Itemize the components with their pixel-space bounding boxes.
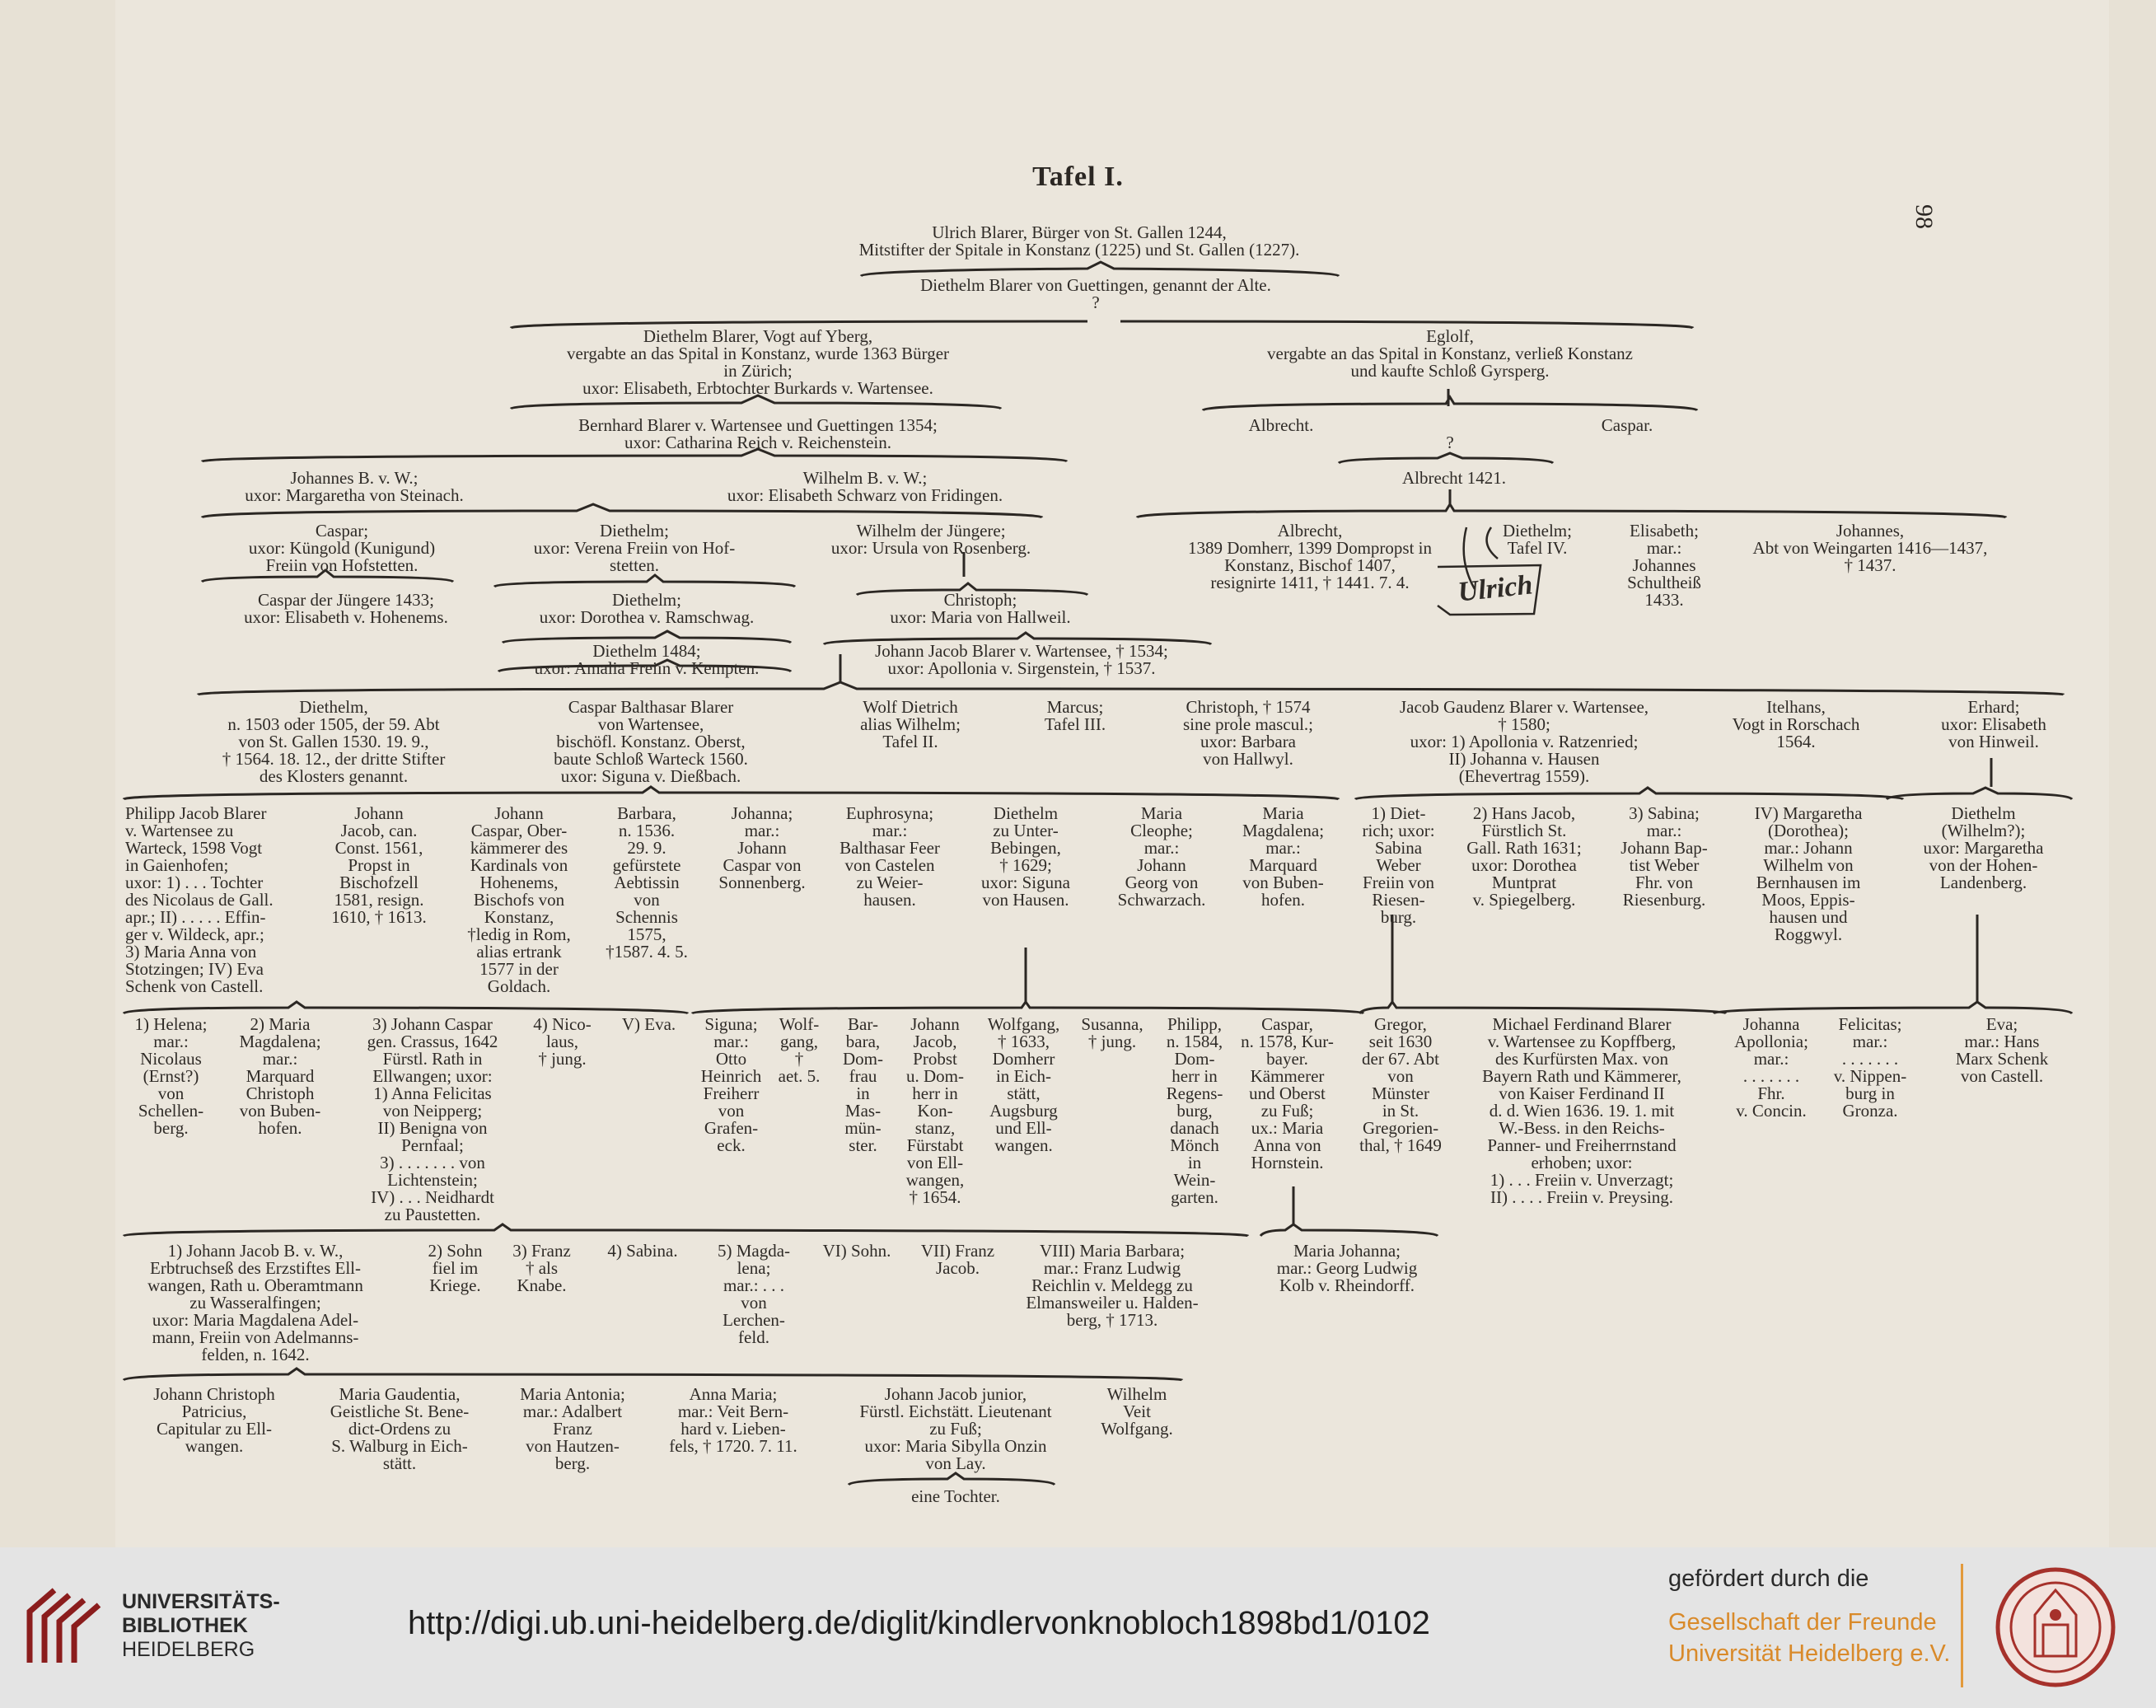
person-margaretha-dorothea: IV) Margaretha (Dorothea); mar.: Johann Wilhelm von Bernhausen im Moos, Eppis- hausen und Roggwyl. (1754, 803, 1863, 944)
person-diethelm-verena: Diethelm; uxor: Verena Freiin von Hof- stetten. (533, 521, 736, 575)
person-ulrich: Ulrich Blarer, Bürger von St. Gallen 1244, Mitstifter der Spitale in Konstanz (1225) und St. Gallen (1227). (858, 222, 1300, 260)
person-sohn-kriege: 2) Sohn fiel im Kriege. (428, 1241, 483, 1295)
person-sohn-6: VI) Sohn. (822, 1241, 891, 1261)
person-philipp-jacob: Philipp Jacob Blarer v. Wartensee zu Warteck, 1598 Vogt in Gaienhofen; uxor: 1) . . . Tochter des Nicolaus de Gall. apr.; II) . . . . . Effin- ger v. Wildeck, apr.; 3) Maria Anna von Stotzingen; IV) Eva Schenk von Castell. (125, 803, 274, 996)
person-barbara-aebtissin: Barbara, n. 1536. 29. 9. gefürstete Aebtissin von Schennis 1575, †1587. 4. 5. (606, 803, 688, 962)
person-eva: V) Eva. (621, 1014, 676, 1034)
person-wilhelm-juengere: Wilhelm der Jüngere; uxor: Ursula von Rosenberg. (830, 521, 1031, 558)
page-number: 98 (1910, 204, 1938, 229)
person-nicolaus: 4) Nico- laus, † jung. (533, 1014, 592, 1069)
person-johannes-bw: Johannes B. v. W.; uxor: Margaretha von Steinach. (245, 468, 464, 505)
person-johann-jacob: Johann Jacob Blarer v. Wartensee, † 1534; uxor: Apollonia v. Sirgenstein, † 1537. (875, 641, 1168, 678)
person-siguna: Siguna; mar.: Otto Heinrich Freiherr von Grafen- eck. (700, 1014, 762, 1155)
person-diethelm-1484: Diethelm 1484; uxor: Amalia Freiin v. Kempten. (534, 641, 760, 678)
person-itelhans: Itelhans, Vogt in Rorschach 1564. (1732, 697, 1860, 751)
person-johann-jacob-probst: Johann Jacob, Probst u. Dom- herr in Kon- stanz, Fürstabt von Ell- wangen, † 1654. (905, 1014, 965, 1207)
person-christoph: Christoph; uxor: Maria von Hallweil. (890, 590, 1071, 627)
person-caspar-juengere: Caspar der Jüngere 1433; uxor: Elisabeth v. Hohenems. (244, 590, 448, 627)
sponsor-name (1668, 1607, 1950, 1669)
library-name-line2: BIBLIOTHEK (122, 1614, 248, 1637)
person-maria-cleophe: Maria Cleophe; mar.: Johann Georg von Schwarzach. (1117, 803, 1206, 910)
person-diethelm-bebingen: Diethelm zu Unter- Bebingen, † 1629; uxor: Siguna von Hausen. (981, 803, 1070, 910)
handwritten-signature: Ulrich (1456, 569, 1534, 608)
person-eglolf: Eglolf, vergabte an das Spital in Konstanz, verließ Konstanz und kaufte Schloß Gyrsperg. (1267, 326, 1633, 381)
person-wolfgang-jung: Wolf- gang, † aet. 5. (778, 1014, 821, 1086)
person-marcus: Marcus; Tafel III. (1044, 697, 1106, 734)
person-diethelm-yberg: Diethelm Blarer, Vogt auf Yberg, vergabte an das Spital in Konstanz, wurde 1363 Bürger in Zürich; uxor: Elisabeth, Erbtochter Burkards v. Wartensee. (566, 326, 950, 398)
person-johann-jacob-junior: Johann Jacob junior, Fürstl. Eichstätt. Lieutenant zu Fuß; uxor: Maria Sibylla Onzin von Lay. (859, 1384, 1052, 1473)
person-johann-caspar-ober: Johann Caspar, Ober- kämmerer des Kardinals von Hohenems, Bischofs von Konstanz, †ledig in Rom, alias ertrank 1577 in der Goldach. (467, 803, 571, 996)
person-euphrosyna: Euphrosyna; mar.: Balthasar Feer von Castelen zu Weier- hausen. (839, 803, 940, 910)
person-gregor: Gregor, seit 1630 der 67. Abt von Münster in St. Gregorien- thal, † 1649 (1359, 1014, 1442, 1155)
sponsor-label: gefördert durch die (1668, 1565, 1869, 1592)
person-maria-gaudentia: Maria Gaudentia, Geistliche St. Bene- dict-Ordens zu S. Walburg in Eich- stätt. (330, 1384, 470, 1473)
footer-bar (0, 1547, 2156, 1708)
footer-divider (1961, 1564, 1963, 1687)
person-albrecht-bischof: Albrecht, 1389 Domherr, 1399 Dompropst in Konstanz, Bischof 1407, resignirte 1411, † 1441. 7. 4. (1187, 521, 1433, 592)
sponsor-name-line2: Universität Heidelberg e.V. (1668, 1640, 1951, 1667)
person-johann-jacob-can: Johann Jacob, can. Const. 1561, Propst in Bischofzell 1581, resign. 1610, † 1613. (331, 803, 427, 927)
sponsor-name-line1: Gesellschaft der Freunde (1668, 1609, 1937, 1635)
person-caspar-kurbayer: Caspar, n. 1578, Kur- bayer. Kämmerer und Oberst zu Fuß; ux.: Maria Anna von Hornstein. (1241, 1014, 1334, 1172)
person-dietrich: 1) Diet- rich; uxor: Sabina Weber Freiin von Riesen- burg. (1362, 803, 1435, 927)
person-diethelm-tafel4: Diethelm; Tafel IV. (1503, 521, 1572, 558)
person-bernhard: Bernhard Blarer v. Wartensee und Guettingen 1354; uxor: Catharina Reich v. Reichenstein. (578, 415, 938, 452)
person-helena: 1) Helena; mar.: Nicolaus (Ernst?) von Schellen- berg. (134, 1014, 208, 1138)
person-caspar: Caspar. (1601, 415, 1653, 435)
person-wilhelm-bw: Wilhelm B. v. W.; uxor: Elisabeth Schwarz von Fridingen. (727, 468, 1003, 505)
unknown-marker: ? (1446, 433, 1454, 452)
person-diethelm-alte: Diethelm Blarer von Guettingen, genannt der Alte. ? (920, 275, 1271, 312)
person-maria-antonia: Maria Antonia; mar.: Adalbert Franz von Hautzen- berg. (520, 1384, 625, 1473)
person-sabina-4: 4) Sabina. (607, 1241, 678, 1261)
person-diethelm-wilhelm: Diethelm (Wilhelm?); uxor: Margaretha von der Hohen- Landenberg. (1923, 803, 2044, 892)
permalink-url[interactable]: http://digi.ub.uni-heidelberg.de/diglit/kindlervonknobloch1898bd1/0102 (408, 1605, 1430, 1641)
library-name-line3: HEIDELBERG (122, 1638, 255, 1661)
person-franz-jacob: VII) Franz Jacob. (920, 1241, 995, 1278)
person-caspar-balthasar: Caspar Balthasar Blarer von Wartensee, bischöfl. Konstanz. Oberst, baute Schloß Warteck 1560. uxor: Siguna v. Dießbach. (554, 697, 748, 786)
person-tochter: eine Tochter. (911, 1486, 1000, 1506)
person-felicitas: Felicitas; mar.: . . . . . . . v. Nippen- burg in Gronza. (1833, 1014, 1907, 1121)
person-maria-barbara: VIII) Maria Barbara; mar.: Franz Ludwig Reichlin v. Meldegg zu Elmansweiler u. Halden- berg, † 1713. (1026, 1241, 1199, 1330)
person-diethelm-ramschwag: Diethelm; uxor: Dorothea v. Ramschwag. (539, 590, 755, 627)
person-johann-jacob-erbtruchsess: 1) Johann Jacob B. v. W., Erbtruchseß des Erzstiftes Ell- wangen, Rath u. Oberamtmann zu Wasseralfingen; uxor: Maria Magdalena Adel- mann, Freiin von Adelmanns- felden, n. 1642. (147, 1241, 363, 1364)
person-michael-ferdinand: Michael Ferdinand Blarer v. Wartensee zu Kopffberg, des Kurfürsten Max. von Bayern Rath und Kämmerer, von Kaiser Ferdinand II d. d. Wien 1636. 19. 1. mit W.-Bess. in den Reichs- Panner- und Freiherrnstand erhoben; uxor: 1) . . . Freiin v. Unverzagt; II) . . . . Freiin v. Preysing. (1482, 1014, 1681, 1207)
person-philipp-domherr: Philipp, n. 1584, Dom- herr in Regens- burg, danach Mönch in Wein- garten. (1166, 1014, 1223, 1207)
person-johann-christoph: Johann Christoph Patricius, Capitular zu Ell- wangen. (153, 1384, 275, 1456)
university-library-logo-icon (21, 1580, 112, 1671)
person-wolf-dietrich: Wolf Dietrich alias Wilhelm; Tafel II. (860, 697, 961, 751)
person-diethelm-abt: Diethelm, n. 1503 oder 1505, der 59. Abt von St. Gallen 1530. 19. 9., † 1564. 18. 12., der dritte Stifter des Klosters genannt. (222, 697, 446, 786)
person-barbara-domfrau: Bar- bara, Dom- frau in Mas- mün- ster. (843, 1014, 883, 1155)
person-susanna: Susanna, † jung. (1081, 1014, 1143, 1051)
page-title: Tafel I. (1032, 161, 1124, 192)
person-albrecht: Albrecht. (1248, 415, 1314, 435)
library-name-line1: UNIVERSITÄTS- (122, 1590, 280, 1613)
person-wilhelm-veit: Wilhelm Veit Wolfgang. (1101, 1384, 1173, 1439)
person-anna-maria: Anna Maria; mar.: Veit Bern- hard v. Lieben- fels, † 1720. 7. 11. (669, 1384, 797, 1456)
person-maria-magdalena: Maria Magdalena; mar.: Marquard von Buben- hofen. (1242, 803, 1325, 910)
person-eva-schenk: Eva; mar.: Hans Marx Schenk von Castell. (1955, 1014, 2049, 1086)
university-seal-icon (1994, 1565, 2117, 1689)
person-maria-magdalena-2: 2) Maria Magdalena; mar.: Marquard Christoph von Buben- hofen. (239, 1014, 321, 1138)
person-franz-knabe: 3) Franz † als Knabe. (512, 1241, 571, 1295)
person-albrecht-1421: Albrecht 1421. (1402, 468, 1506, 488)
person-johann-caspar-crassus: 3) Johann Caspar gen. Crassus, 1642 Fürstl. Rath in Ellwangen; uxor: 1) Anna Felicitas von Neipperg; II) Benigna von Pernfaal; 3) . . . . . . . von Lichtenstein; IV) . . . Neidhardt zu Paustetten. (367, 1014, 498, 1224)
person-hans-jacob: 2) Hans Jacob, Fürstlich St. Gall. Rath 1631; uxor: Dorothea Muntprat v. Spiegelberg. (1466, 803, 1582, 910)
person-johanna-apollonia: Johanna Apollonia; mar.: . . . . . . . Fhr. v. Concin. (1734, 1014, 1808, 1121)
person-caspar-hofstetten: Caspar; uxor: Küngold (Kunigund) Freiin von Hofstetten. (248, 521, 436, 575)
person-sabina: 3) Sabina; mar.: Johann Bap- tist Weber Fhr. von Riesenburg. (1621, 803, 1708, 910)
person-elisabeth: Elisabeth; mar.: Johannes Schultheiß 1433. (1627, 521, 1701, 610)
person-wolfgang-domherr: Wolfgang, † 1633, Domherr in Eich- stätt, Augsburg und Ell- wangen. (987, 1014, 1060, 1155)
person-maria-johanna: Maria Johanna; mar.: Georg Ludwig Kolb v. Rheindorff. (1276, 1241, 1418, 1295)
person-christoph-1574: Christoph, † 1574 sine prole mascul.; uxor: Barbara von Hallwyl. (1182, 697, 1314, 769)
person-magdalena-5: 5) Magda- lena; mar.: . . . von Lerchen- feld. (717, 1241, 791, 1347)
person-johanna-sonnenberg: Johanna; mar.: Johann Caspar von Sonnenberg. (718, 803, 806, 892)
library-name (122, 1590, 280, 1662)
person-erhard: Erhard; uxor: Elisabeth von Hinweil. (1941, 697, 2046, 751)
person-johannes-weingarten: Johannes, Abt von Weingarten 1416—1437, † 1437. (1752, 521, 1988, 575)
person-jacob-gaudenz: Jacob Gaudenz Blarer v. Wartensee, † 1580; uxor: 1) Apollonia v. Ratzenried; II) Johanna v. Hausen (Ehevertrag 1559). (1399, 697, 1649, 786)
